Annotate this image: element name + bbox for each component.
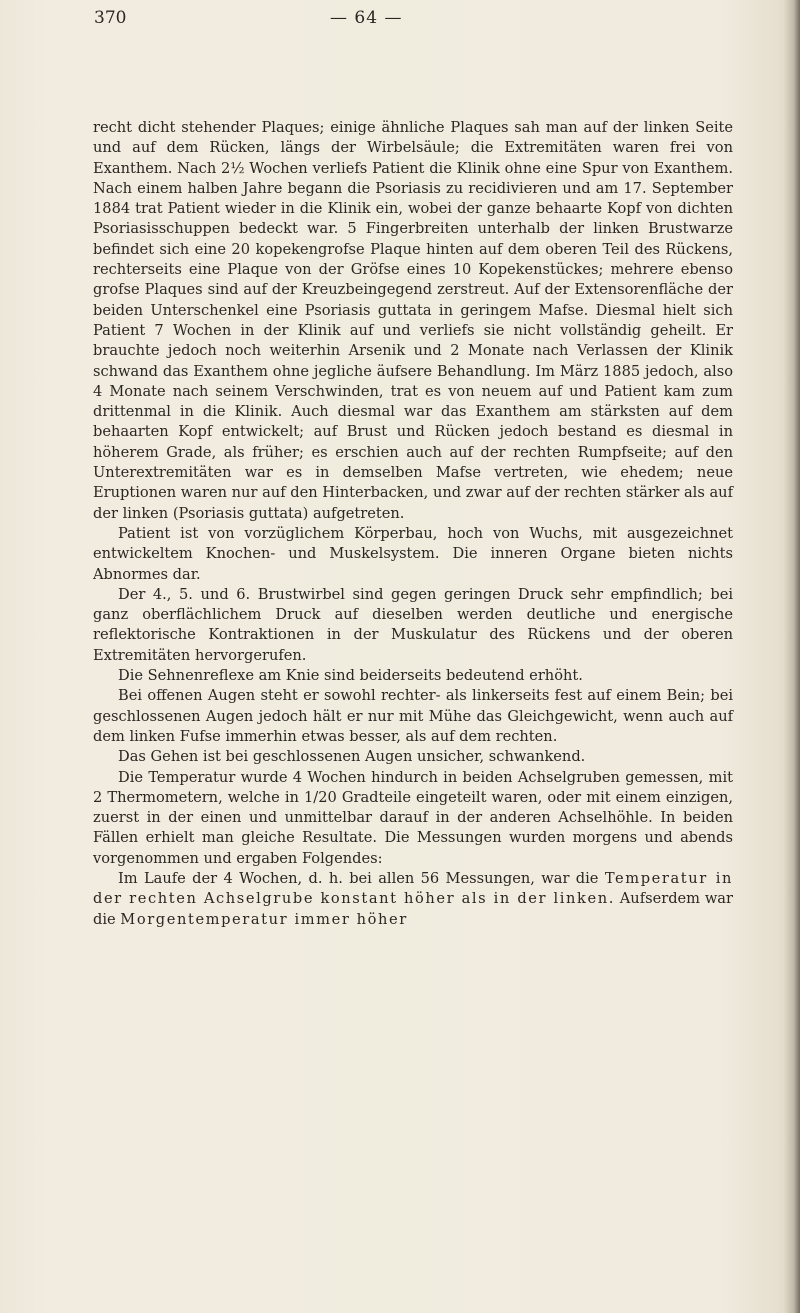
paragraph: Die Sehnenreflexe am Knie sind beiderseits bedeutend erhöht. — [118, 667, 583, 685]
emphasized-text: Morgentemperatur immer höher — [120, 910, 408, 928]
page-edge-shadow — [784, 0, 800, 1313]
paragraph-lead: Im Laufe der 4 Wochen, d. h. bei allen 56 Messungen, war die — [118, 869, 599, 887]
paragraph: Bei offenen Augen steht er sowohl rechter- als linkerseits fest auf einem Bein; bei geschlossenen Augen jedoch hält er nur mit Mühe das Gleichgewicht, wenn auch auf dem linken Fufse immerhin etwas besser, als auf dem rechten. — [93, 687, 733, 745]
emphasized-text: Temperatur in der rechten Achselgrube konstant höher als in der linken. — [93, 869, 734, 908]
paragraph: Das Gehen ist bei geschlossenen Augen unsicher, schwankend. — [118, 748, 586, 766]
paragraph-middle: Aufserdem war die — [93, 890, 733, 928]
paragraph: Patient ist von vorzüglichem Körperbau, hoch von Wuchs, mit ausgezeichnet entwickeltem Knochen- und Muskelsystem. Die inneren Organe bieten nichts Abnormes dar. — [93, 524, 733, 583]
paragraph: Die Temperatur wurde 4 Wochen hindurch in beiden Achselgruben gemessen, mit 2 Thermometern, welche in 1/20 Gradteile eingeteilt waren, oder mit einem einzigen, zuerst in der einen und unmittelbar darauf in der anderen Achselhöhle. In beiden Fällen erhielt man gleiche Resultate. Die Messungen wurden morgens und abends vorgenommen und ergaben Folgendes: — [93, 768, 733, 867]
page-number: 370 — [94, 8, 127, 28]
paragraph-last — [93, 869, 733, 930]
running-head: — 64 — — [330, 8, 403, 28]
page-header — [94, 8, 730, 32]
paragraph: Der 4., 5. und 6. Brustwirbel sind gegen geringen Druck sehr empfindlich; bei ganz oberflächlichem Druck auf dieselben werden deutliche und energische reflektorische Kontraktionen in der Muskulatur des Rückens und der oberen Extremitäten hervorgerufen. — [93, 585, 733, 664]
paragraph: recht dicht stehender Plaques; einige ähnliche Plaques sah man auf der linken Seite und auf dem Rücken, längs der Wirbelsäule; die Extremitäten waren frei von Exanthem. Nach 2½ Wochen verliefs Patient die Klinik ohne eine Spur von Exanthem. Nach einem halben Jahre begann die Psoriasis zu recidivieren und am 17. September 1884 trat Patient wieder in die Klinik ein, wobei der ganze behaarte Kopf von dichten Psoriasisschuppen bedeckt war. 5 Fingerbreiten unterhalb der linken Brustwarze befindet sich eine 20 kopekengrofse Plaque hinten auf dem oberen Teil des Rückens, rechterseits eine Plaque von der Gröfse eines 10 Kopekenstückes; mehrere ebenso grofse Plaques sind auf der Kreuzbeingegend zerstreut. Auf der Extensorenfläche der beiden Unterschenkel eine Psoriasis guttata in geringem Mafse. Diesmal hielt sich Patient 7 Wochen in der Klinik auf und verliefs sie nicht vollständig geheilt. Er brauchte jedoch noch weiterhin Arsenik und 2 Monate nach Verlassen der Klinik schwand das Exanthem ohne jegliche äufsere Behandlung. Im März 1885 jedoch, also 4 Monate nach seinem Verschwinden, trat es von neuem auf und Patient kam zum drittenmal in die Klinik. Auch diesmal war das Exanthem am stärksten auf dem behaarten Kopf entwickelt; auf Brust und Rücken jedoch bestand es diesmal in höherem Grade, als früher; es erschien auch auf der rechten Rumpfseite; auf den Unterextremitäten war es in demselben Mafse vertreten, wie ehedem; neue Eruptionen waren nur auf den Hinterbacken, und zwar auf der rechten stärker als auf der linken (Psoriasis guttata) aufgetreten. — [93, 119, 733, 522]
body-text — [93, 118, 733, 930]
